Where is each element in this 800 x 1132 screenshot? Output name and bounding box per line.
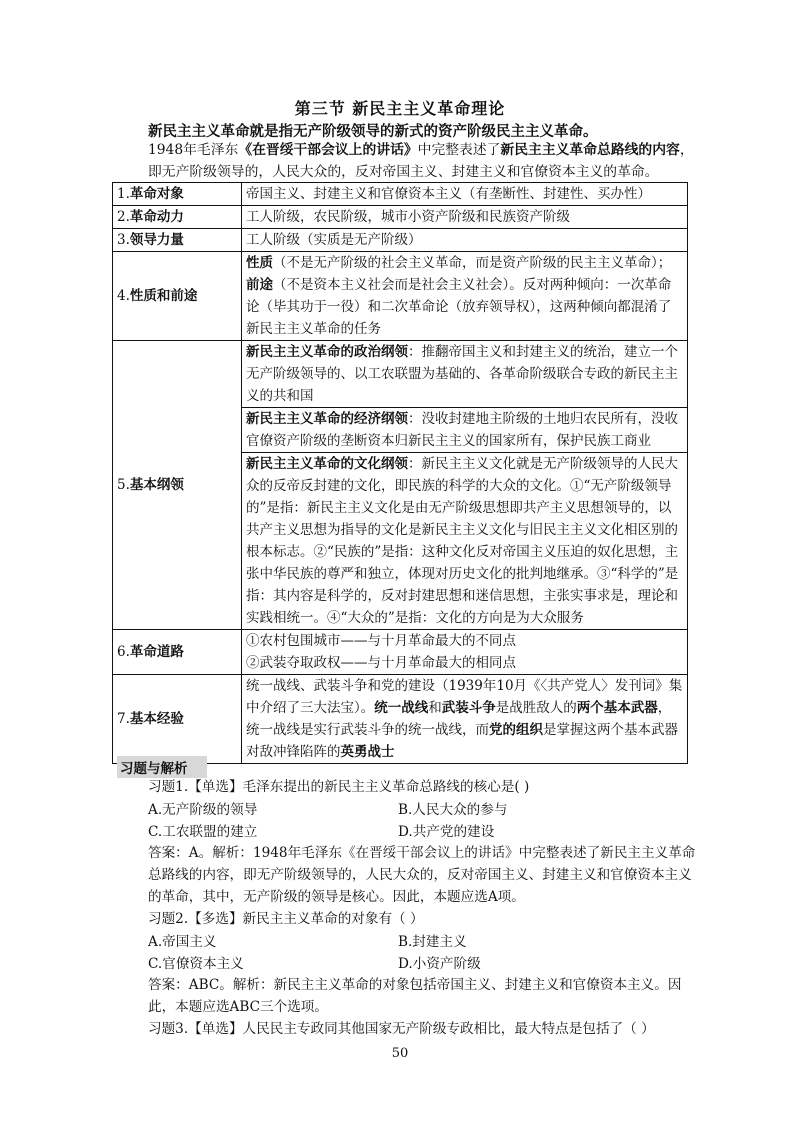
row-label: 6.革命道路	[113, 630, 242, 675]
intro-source: 《在晋绥干部会议上的讲话》	[238, 142, 418, 158]
option-d: D.小资产阶级	[398, 956, 481, 972]
row-label: 1.革命对象	[113, 183, 242, 206]
options-row	[148, 820, 708, 842]
row-content-cultural: 新民主主义革命的文化纲领：新民主主义文化就是无产阶级领导的人民大众的反帝反封建的文化，即民族的科学的大众的文化。①“无产阶级领导的”是指：新民主主义文化是由无产阶级思想即共产主义思想领导的，以共产主义思想为指导的文化是新民主主义文化与旧民主主义文化相区别的根本标志。②“民族的”是指：这种文化反对帝国主义压迫的奴化思想，主张中华民族的尊严和独立，体现对历史文化的批判地继承。③“科学的”是指：其内容是科学的，反对封建思想和迷信思想，主张实事求是，理论和实践相统一。④“大众的”是指：文化的方向是为大众服务	[242, 453, 688, 630]
option-b: B.封建主义	[398, 934, 467, 950]
row-content: 帝国主义、封建主义和官僚资本主义（有垄断性、封建性、买办性）	[242, 183, 688, 206]
row-label: 7.基本经验	[113, 675, 242, 764]
intro-paragraph	[112, 139, 702, 183]
row-label: 3.领导力量	[113, 229, 242, 252]
intro-text: 1948年毛泽东	[148, 142, 239, 158]
option-a: A.无产阶级的领导	[148, 802, 258, 818]
table-row	[113, 341, 688, 408]
row-content-economic: 新民主主义革命的经济纲领：没收封建地主阶级的土地归农民所有，没收官僚资产阶级的垄断资本归新民主主义的国家所有，保护民族工商业	[242, 408, 688, 453]
question-1	[112, 776, 702, 798]
table-row	[113, 229, 688, 252]
options-row	[148, 952, 708, 974]
row-label: 5.基本纲领	[113, 341, 242, 630]
table-row	[113, 252, 688, 341]
question-stem: 习题3.【单选】人民民主专政同其他国家无产阶级专政相比，最大特点是包括了（ ）	[148, 1021, 655, 1037]
intro-keyphrase: 新民主主义革命总路线的内容	[500, 142, 680, 158]
question-stem: 习题1.【单选】毛泽东提出的新民主主义革命总路线的核心是( )	[148, 779, 530, 795]
table-row	[113, 630, 688, 675]
row-label: 4.性质和前途	[113, 252, 242, 341]
options-row	[148, 798, 708, 820]
answer-text: 答案：ABC。解析：新民主主义革命的对象包括帝国主义、封建主义和官僚资本主义。因此，本题应选ABC三个选项。	[148, 977, 682, 1015]
answer-2	[112, 974, 702, 1018]
table-row	[113, 675, 688, 764]
intro-text: 中完整表述了	[417, 142, 501, 158]
row-content: 性质（不是无产阶级的社会主义革命，而是资产阶级的民主主义革命）； 前途（不是资本主义社会而是社会主义社会）。反对两种倾向：一次革命论（毕其功于一役）和二次革命论（放弃领导权），这两种倾向都混淆了新民主主义革命的任务	[242, 252, 688, 341]
page-number: 50	[391, 1046, 409, 1061]
row-content: 工人阶级，农民阶级，城市小资产阶级和民族资产阶级	[242, 206, 688, 229]
answer-text: 答案：A。解析：1948年毛泽东《在晋绥干部会议上的讲话》中完整表述了新民主主义革命总路线的内容，即无产阶级领导的，人民大众的，反对帝国主义、封建主义和官僚资本主义的革命，其中，无产阶级的领导是核心。因此，本题应选A项。	[148, 845, 696, 905]
exercises-heading: 习题与解析	[117, 756, 207, 778]
option-c: C.官僚资本主义	[148, 956, 244, 972]
table-row	[113, 183, 688, 206]
table-row	[113, 206, 688, 229]
theory-table	[112, 182, 688, 764]
question-stem: 习题2.【多选】新民主主义革命的对象有（ ）	[148, 911, 424, 927]
question-2	[112, 908, 702, 930]
row-content: 统一战线、武装斗争和党的建设（1939年10月《〈共产党人〉发刊词》集中介绍了三大法宝）。统一战线和武装斗争是战胜敌人的两个基本武器，统一战线是实行武装斗争的统一战线，而党的组织是掌握这两个基本武器对敌冲锋陷阵的英勇战士	[242, 675, 688, 764]
row-content: ①农村包围城市——与十月革命最大的不同点 ②武装夺取政权——与十月革命最大的相同点	[242, 630, 688, 675]
definition: 新民主主义革命就是指无产阶级领导的新式的资产阶级民主主义革命。	[148, 123, 598, 140]
row-content: 工人阶级（实质是无产阶级）	[242, 229, 688, 252]
row-label: 2.革命动力	[113, 206, 242, 229]
options-row	[148, 930, 708, 952]
option-d: D.共产党的建设	[398, 824, 495, 840]
option-c: C.工农联盟的建立	[148, 824, 258, 840]
answer-1	[112, 842, 702, 908]
question-3	[112, 1018, 702, 1040]
row-content-political: 新民主主义革命的政治纲领：推翻帝国主义和封建主义的统治，建立一个无产阶级领导的、以工农联盟为基础的、各革命阶级联合专政的新民主主义的共和国	[242, 341, 688, 408]
option-b: B.人民大众的参与	[398, 802, 508, 818]
intro-text: ，即无产阶级领导的，人民大众的，反对帝国主义、封建主义和官僚资本主义的革命。	[148, 142, 694, 180]
section-title: 第三节 新民主主义革命理论	[294, 99, 506, 118]
option-a: A.帝国主义	[148, 934, 217, 950]
